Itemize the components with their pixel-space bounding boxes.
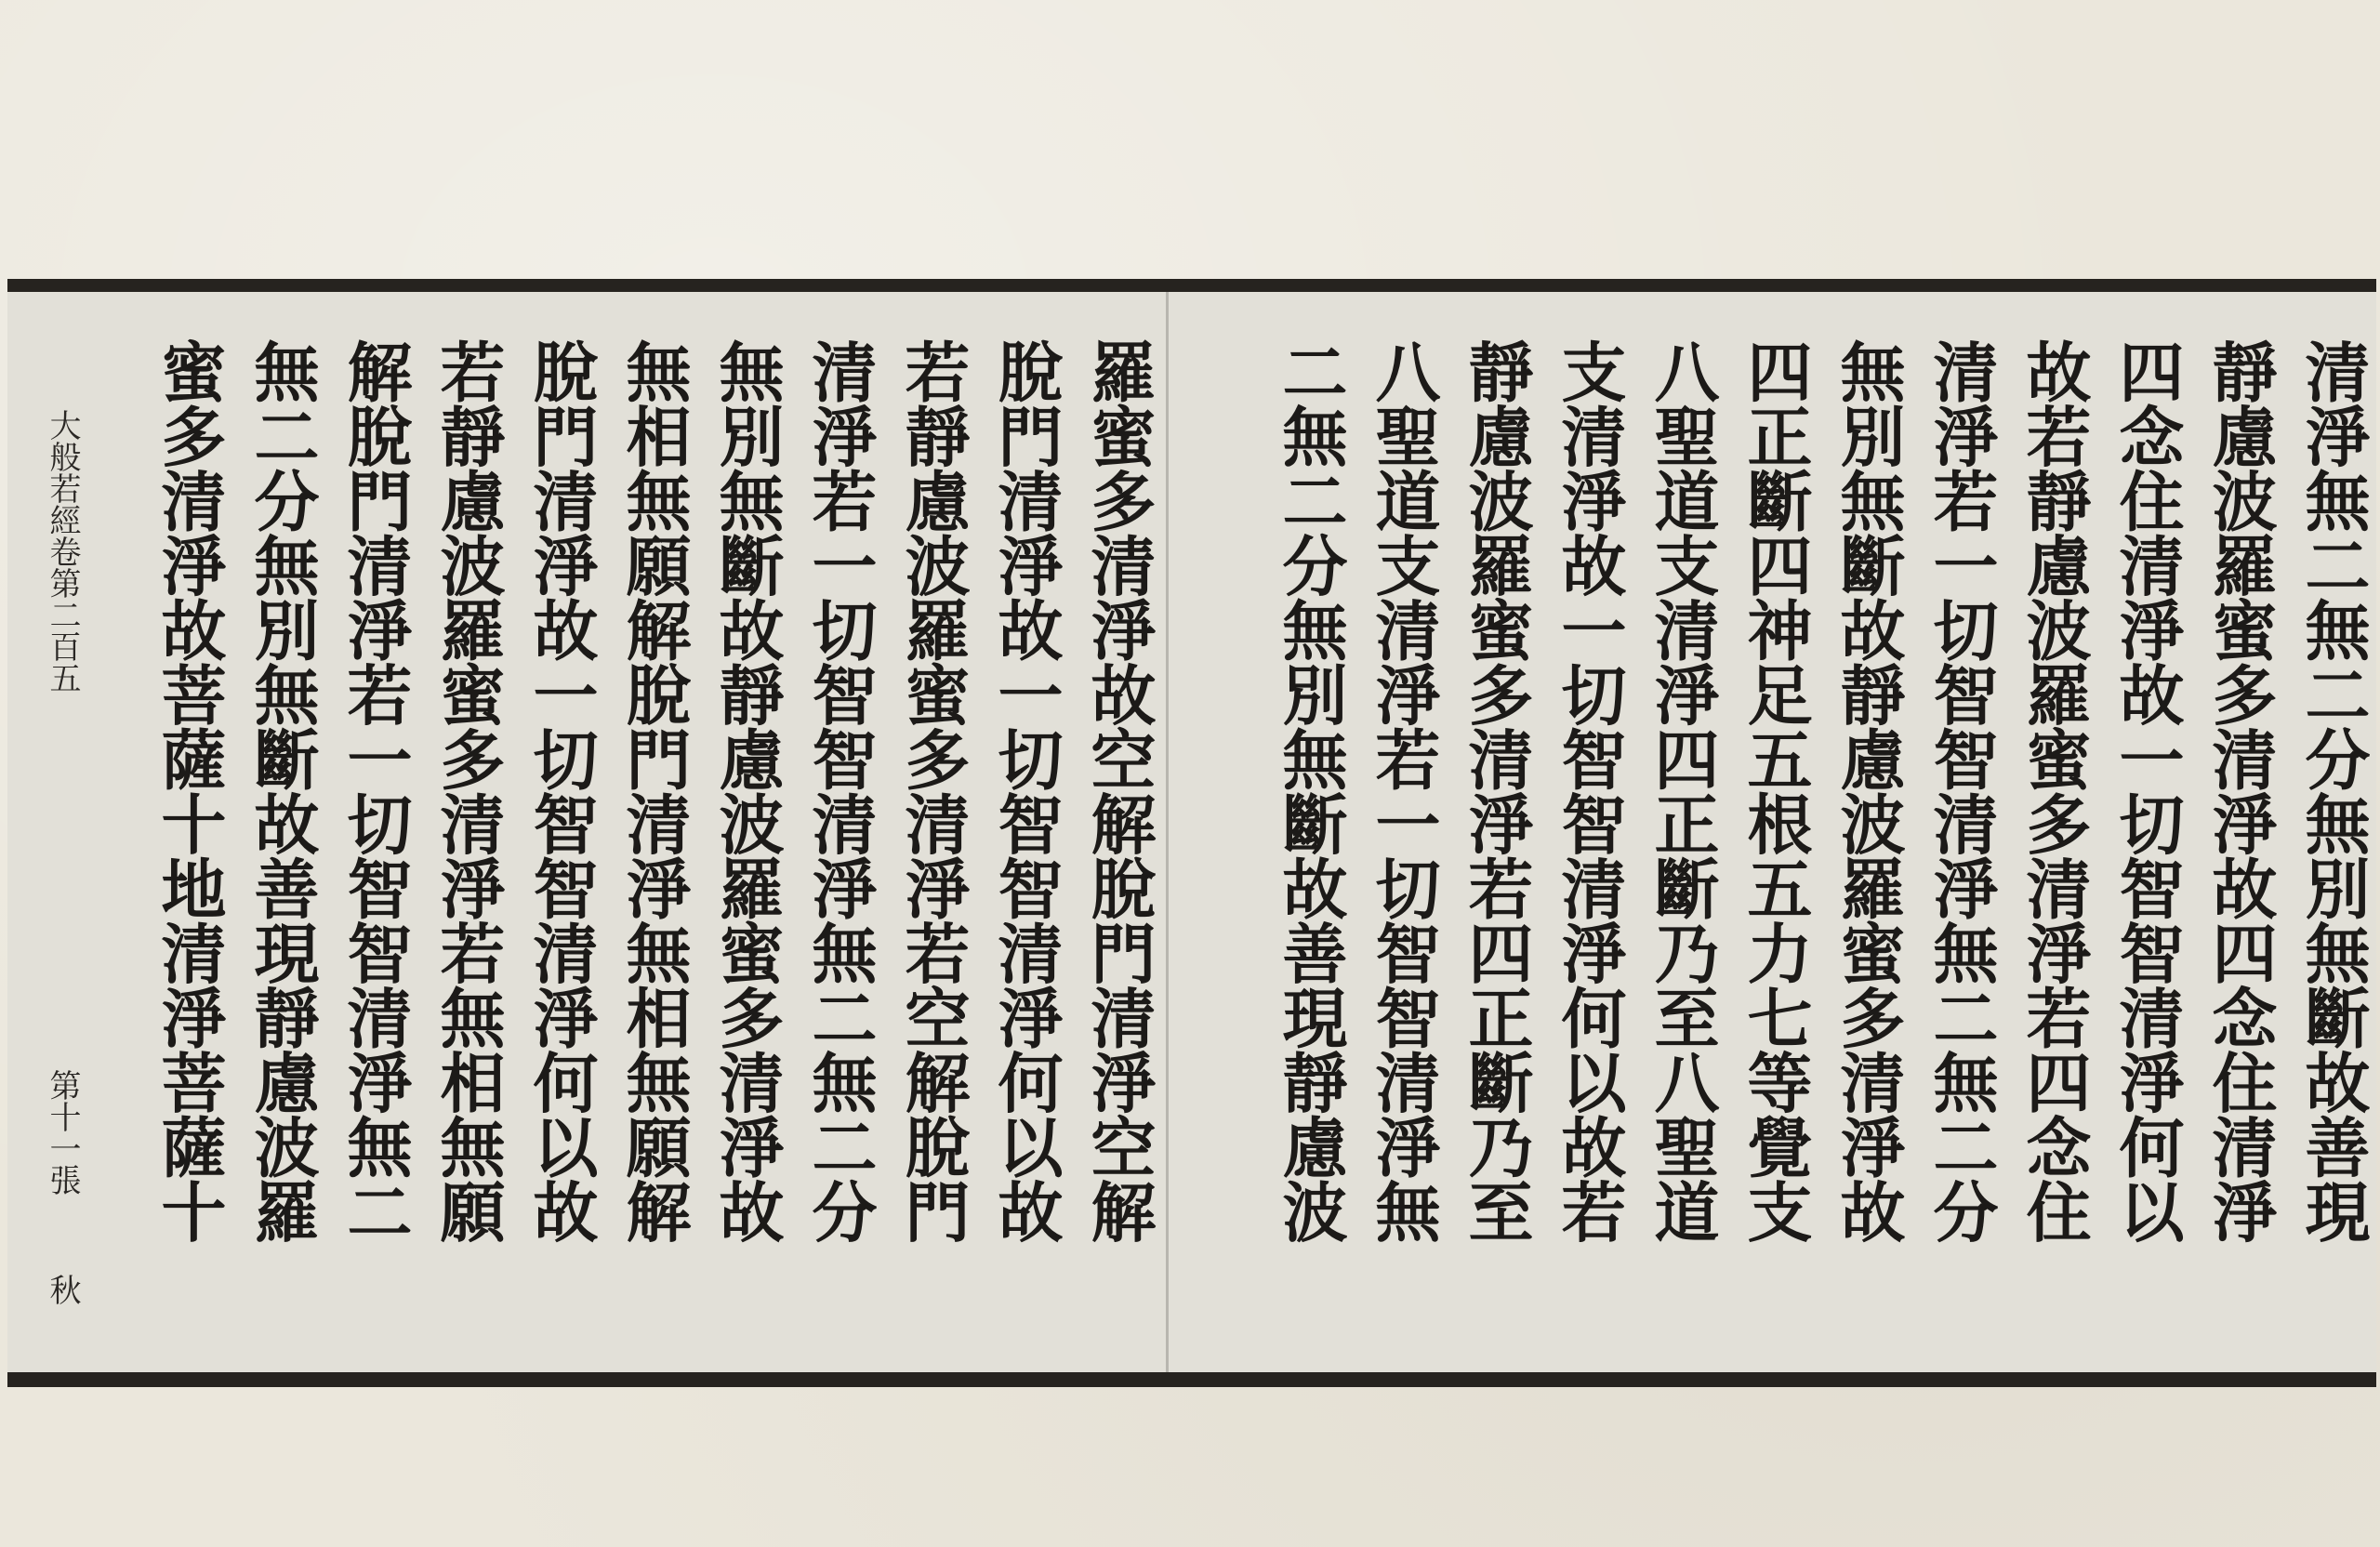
text-column-21: 解脫門清淨若一切智智清淨無二 xyxy=(337,338,414,1243)
text-column-2: 靜慮波羅蜜多清淨故四念住清淨 xyxy=(2202,338,2279,1243)
text-column-16: 清淨若一切智智清淨無二無二分 xyxy=(801,338,879,1243)
text-column-6: 無別無斷故靜慮波羅蜜多清淨故 xyxy=(1830,338,1907,1243)
text-column-23: 蜜多清淨故菩薩十地清淨菩薩十 xyxy=(151,338,228,1243)
sheet-number-note: 第十一張 xyxy=(44,1069,81,1196)
fold-line xyxy=(1166,292,1169,1372)
text-column-22: 無二分無別無斷故善現靜慮波羅 xyxy=(244,338,321,1243)
woodblock-print-page xyxy=(7,279,2376,1385)
carver-mark-note: 秋 xyxy=(44,1274,81,1305)
text-column-17: 無別無斷故靜慮波羅蜜多清淨故 xyxy=(708,338,786,1243)
text-column-20: 若靜慮波羅蜜多清淨若無相無願 xyxy=(430,338,507,1243)
text-column-3: 四念住清淨故一切智智清淨何以 xyxy=(2109,338,2186,1243)
text-column-8: 八聖道支清淨四正斷乃至八聖道 xyxy=(1644,338,1721,1243)
text-column-13: 羅蜜多清淨故空解脫門清淨空解 xyxy=(1080,338,1157,1243)
text-column-19: 脫門清淨故一切智智清淨何以故 xyxy=(522,338,600,1243)
volume-title-note: 大般若經卷第二百五 xyxy=(44,409,81,694)
text-column-5: 清淨若一切智智清淨無二無二分 xyxy=(1923,338,2000,1243)
text-column-4: 故若靜慮波羅蜜多清淨若四念住 xyxy=(2016,338,2093,1243)
text-column-12: 二無二分無別無斷故善現靜慮波 xyxy=(1272,338,1349,1243)
text-column-7: 四正斷四神足五根五力七等覺支 xyxy=(1737,338,1814,1243)
bottom-border-rule xyxy=(7,1372,2376,1387)
text-column-10: 靜慮波羅蜜多清淨若四正斷乃至 xyxy=(1458,338,1535,1243)
text-column-18: 無相無願解脫門清淨無相無願解 xyxy=(615,338,693,1243)
text-column-14: 脫門清淨故一切智智清淨何以故 xyxy=(987,338,1064,1243)
text-column-11: 八聖道支清淨若一切智智清淨無 xyxy=(1365,338,1442,1243)
text-column-9: 支清淨故一切智智清淨何以故若 xyxy=(1551,338,1628,1243)
top-border-rule xyxy=(7,279,2376,292)
text-column-1: 清淨無二無二分無別無斷故善現 xyxy=(2294,338,2372,1243)
text-column-15: 若靜慮波羅蜜多清淨若空解脫門 xyxy=(894,338,972,1243)
